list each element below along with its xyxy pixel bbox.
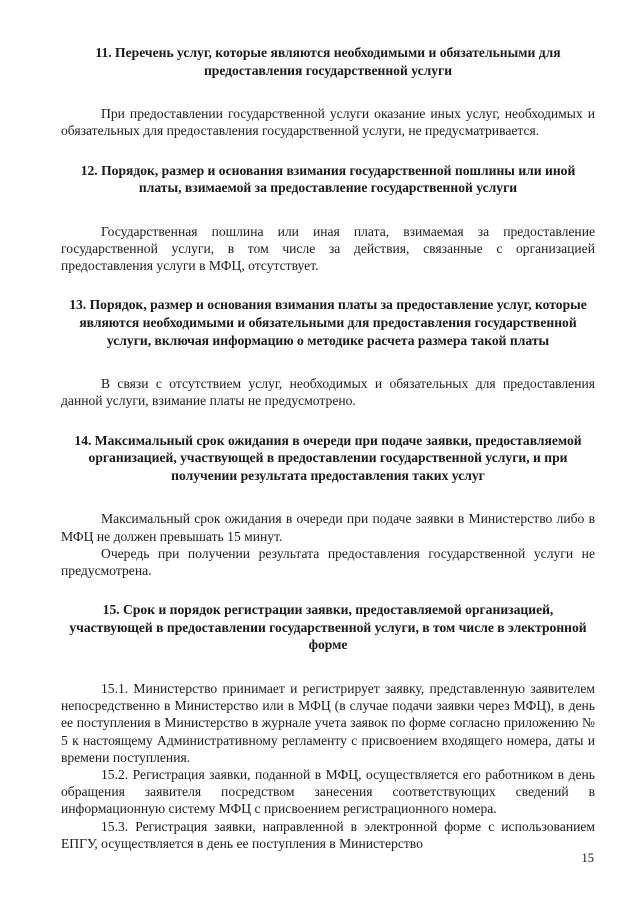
section-paragraph: При предоставлении государственной услуги оказание иных услуг, необходимых и обязательных для предоставления государственной услуги, не предусматривается.	[61, 106, 595, 139]
section-heading: 11. Перечень услуг, которые являются необходимыми и обязательными для предоставления государственной услуги	[95, 45, 561, 78]
section-paragraph: Государственная пошлина или иная плата, взимаемая за предоставление государственной услуги, в том числе за действия, связанные с организацией предоставления услуги в МФЦ, отсутствует.	[61, 223, 595, 274]
section-paragraph: Очередь при получении результата предоставления государственной услуги не предусмотрена.	[61, 545, 595, 578]
section-heading: 13. Порядок, размер и основания взимания платы за предоставление услуг, которые являются необходимыми и обязательными для предоставления государственной услуги, включая информацию о методике расчета размера такой платы	[69, 297, 587, 348]
section-paragraph: В связи с отсутствием услуг, необходимых и обязательных для предоставления данной услуги, взимание платы не предусмотрено.	[61, 376, 595, 409]
section-paragraph: 15.3. Регистрация заявки, направленной в электронной форме с использованием ЕПГУ, осуществляется в день ее поступления в Министерство	[61, 818, 595, 851]
section-15	[61, 601, 595, 852]
section-heading: 14. Максимальный срок ожидания в очереди при подаче заявки, предоставляемой организацией, участвующей в предоставлении государственной услуги, и при получении результата предоставления таких услуг	[74, 432, 582, 483]
section-paragraph: 15.1. Министерство принимает и регистрирует заявку, представленную заявителем непосредственно в Министерство или в МФЦ (в случае подачи заявки через МФЦ), в день ее поступления в Министерство в журнале учета заявок по форме согласно приложению № 5 к настоящему Административному регламенту с присвоением входящего номера, даты и времени поступления.	[61, 680, 595, 765]
section-heading: 12. Порядок, размер и основания взимания государственной пошлины или иной платы, взимаемой за предоставление государственной услуги	[80, 162, 576, 196]
section-11	[61, 44, 595, 140]
section-12	[61, 162, 595, 275]
section-paragraph: 15.2. Регистрация заявки, поданной в МФЦ, осуществляется его работником в день обращения заявителя посредством занесения соответствующих сведений в информационную систему МФЦ с присвоением регистрационного номера.	[61, 766, 595, 817]
document-page	[61, 44, 595, 874]
section-13	[61, 296, 595, 409]
section-14	[61, 432, 595, 580]
section-paragraph: Максимальный срок ожидания в очереди при подаче заявки в Министерство либо в МФЦ не должен превышать 15 минут.	[61, 511, 595, 544]
section-heading: 15. Срок и порядок регистрации заявки, предоставляемой организацией, участвующей в предоставлении государственной услуги, в том числе в электронной форме	[69, 602, 587, 653]
page-number: 15	[581, 851, 594, 865]
